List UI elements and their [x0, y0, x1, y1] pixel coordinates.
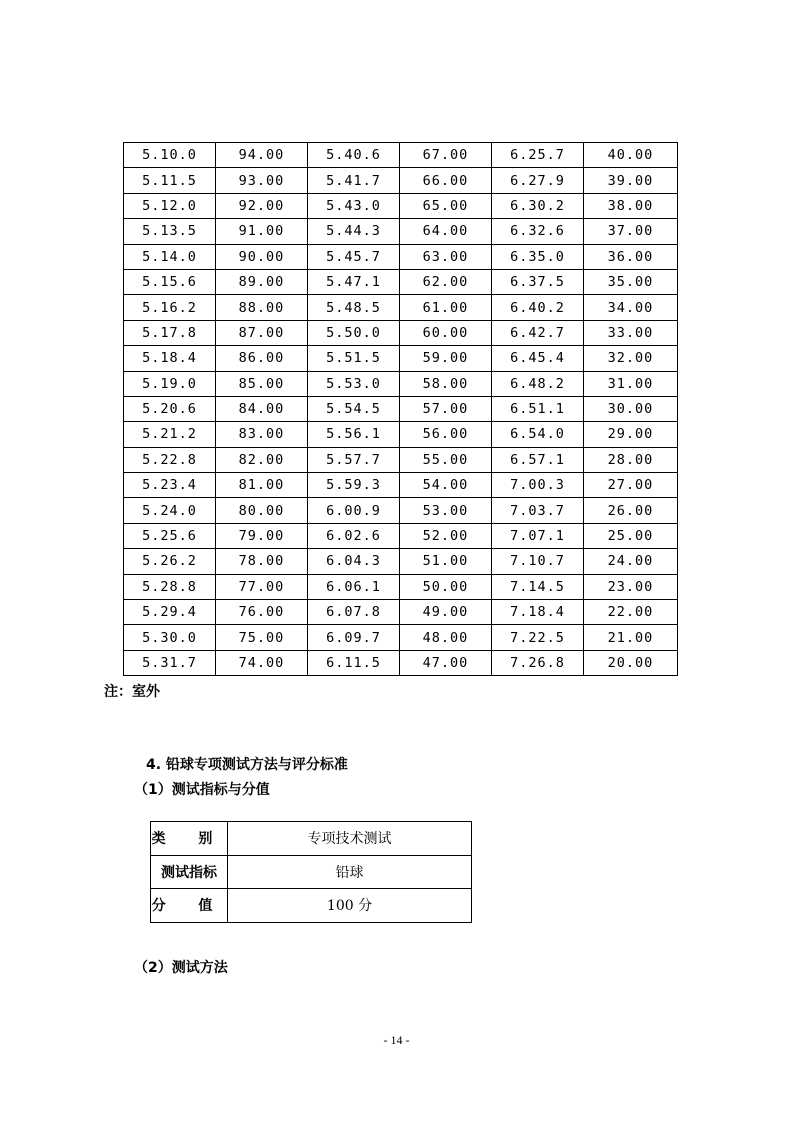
- table-cell: 5.48.5: [308, 295, 400, 320]
- table-cell: 48.00: [400, 625, 492, 650]
- table-cell: 5.45.7: [308, 244, 400, 269]
- table-cell: 5.13.5: [124, 219, 216, 244]
- table-cell: 5.25.6: [124, 523, 216, 548]
- subsection-heading-2: （2）测试方法: [134, 960, 228, 976]
- table-cell: 7.14.5: [492, 574, 584, 599]
- table-cell: 28.00: [584, 447, 678, 472]
- table-cell: 7.10.7: [492, 549, 584, 574]
- table-cell: 31.00: [584, 371, 678, 396]
- table-cell: 6.54.0: [492, 422, 584, 447]
- table-cell: 79.00: [216, 523, 308, 548]
- table-cell: 5.15.6: [124, 269, 216, 294]
- table-cell: 5.14.0: [124, 244, 216, 269]
- table-cell: 6.09.7: [308, 625, 400, 650]
- table-cell: 51.00: [400, 549, 492, 574]
- table-cell: 5.11.5: [124, 168, 216, 193]
- table-cell: 5.57.7: [308, 447, 400, 472]
- table-cell: 32.00: [584, 346, 678, 371]
- table-cell: 80.00: [216, 498, 308, 523]
- table-cell: 74.00: [216, 650, 308, 675]
- table-cell: 6.48.2: [492, 371, 584, 396]
- table-cell: 64.00: [400, 219, 492, 244]
- table-cell: 6.32.6: [492, 219, 584, 244]
- table-cell: 33.00: [584, 320, 678, 345]
- table-note: 注：室外: [104, 684, 160, 700]
- table-cell: 6.57.1: [492, 447, 584, 472]
- table-cell: 5.53.0: [308, 371, 400, 396]
- table-cell: 58.00: [400, 371, 492, 396]
- table-cell: 5.40.6: [308, 143, 400, 168]
- table-cell: 78.00: [216, 549, 308, 574]
- table-cell: 91.00: [216, 219, 308, 244]
- table-cell: 5.47.1: [308, 269, 400, 294]
- table-cell: 93.00: [216, 168, 308, 193]
- table-cell: 36.00: [584, 244, 678, 269]
- table-cell: 6.37.5: [492, 269, 584, 294]
- table-cell: 82.00: [216, 447, 308, 472]
- table-cell: 39.00: [584, 168, 678, 193]
- table-cell: 22.00: [584, 600, 678, 625]
- table-cell: 5.31.7: [124, 650, 216, 675]
- table-cell: 5.50.0: [308, 320, 400, 345]
- table-cell: 6.30.2: [492, 193, 584, 218]
- score-table: [123, 142, 678, 676]
- table-cell: 6.04.3: [308, 549, 400, 574]
- table-cell: 5.12.0: [124, 193, 216, 218]
- table-cell: 21.00: [584, 625, 678, 650]
- table-cell: 26.00: [584, 498, 678, 523]
- table-row: [124, 193, 678, 218]
- info-label-category: 类 别: [151, 822, 228, 856]
- table-cell: 6.00.9: [308, 498, 400, 523]
- table-row: [124, 269, 678, 294]
- table-row: [124, 244, 678, 269]
- table-cell: 56.00: [400, 422, 492, 447]
- table-cell: 23.00: [584, 574, 678, 599]
- table-row: [124, 600, 678, 625]
- table-row: [124, 422, 678, 447]
- info-label-indicator: 测试指标: [151, 855, 228, 889]
- table-cell: 7.07.1: [492, 523, 584, 548]
- table-cell: 67.00: [400, 143, 492, 168]
- table-cell: 66.00: [400, 168, 492, 193]
- table-row: [124, 549, 678, 574]
- page-number: - 14 -: [383, 1033, 410, 1047]
- table-row: [124, 625, 678, 650]
- table-cell: 5.41.7: [308, 168, 400, 193]
- info-label-score: 分 值: [151, 889, 228, 923]
- table-row: [124, 574, 678, 599]
- table-cell: 87.00: [216, 320, 308, 345]
- table-cell: 86.00: [216, 346, 308, 371]
- table-row: [124, 168, 678, 193]
- table-cell: 6.06.1: [308, 574, 400, 599]
- table-cell: 24.00: [584, 549, 678, 574]
- table-cell: 5.19.0: [124, 371, 216, 396]
- table-cell: 59.00: [400, 346, 492, 371]
- table-cell: 57.00: [400, 396, 492, 421]
- table-cell: 61.00: [400, 295, 492, 320]
- table-cell: 53.00: [400, 498, 492, 523]
- table-cell: 5.29.4: [124, 600, 216, 625]
- table-cell: 6.11.5: [308, 650, 400, 675]
- table-cell: 5.18.4: [124, 346, 216, 371]
- table-cell: 62.00: [400, 269, 492, 294]
- table-cell: 20.00: [584, 650, 678, 675]
- table-cell: 5.23.4: [124, 473, 216, 498]
- table-cell: 6.35.0: [492, 244, 584, 269]
- table-cell: 5.51.5: [308, 346, 400, 371]
- info-row-score: [151, 889, 472, 923]
- info-value-indicator: 铅球: [228, 855, 472, 889]
- table-cell: 49.00: [400, 600, 492, 625]
- section-heading: 4. 铅球专项测试方法与评分标准: [146, 757, 348, 773]
- table-cell: 37.00: [584, 219, 678, 244]
- table-cell: 5.10.0: [124, 143, 216, 168]
- table-cell: 6.25.7: [492, 143, 584, 168]
- table-cell: 5.21.2: [124, 422, 216, 447]
- table-cell: 63.00: [400, 244, 492, 269]
- info-table: [150, 821, 472, 923]
- table-cell: 38.00: [584, 193, 678, 218]
- table-cell: 5.20.6: [124, 396, 216, 421]
- table-cell: 6.45.4: [492, 346, 584, 371]
- table-row: [124, 473, 678, 498]
- table-cell: 84.00: [216, 396, 308, 421]
- table-cell: 47.00: [400, 650, 492, 675]
- table-cell: 52.00: [400, 523, 492, 548]
- table-cell: 34.00: [584, 295, 678, 320]
- table-cell: 89.00: [216, 269, 308, 294]
- table-row: [124, 371, 678, 396]
- table-cell: 94.00: [216, 143, 308, 168]
- table-row: [124, 498, 678, 523]
- table-cell: 5.26.2: [124, 549, 216, 574]
- table-row: [124, 447, 678, 472]
- table-cell: 5.17.8: [124, 320, 216, 345]
- table-cell: 7.03.7: [492, 498, 584, 523]
- table-cell: 40.00: [584, 143, 678, 168]
- info-value-category: 专项技术测试: [228, 822, 472, 856]
- table-cell: 88.00: [216, 295, 308, 320]
- table-cell: 92.00: [216, 193, 308, 218]
- table-cell: 77.00: [216, 574, 308, 599]
- table-cell: 6.51.1: [492, 396, 584, 421]
- table-row: [124, 219, 678, 244]
- info-row-category: [151, 822, 472, 856]
- subsection-heading-1: （1）测试指标与分值: [134, 782, 270, 798]
- table-cell: 29.00: [584, 422, 678, 447]
- table-cell: 30.00: [584, 396, 678, 421]
- table-row: [124, 143, 678, 168]
- table-row: [124, 523, 678, 548]
- table-cell: 76.00: [216, 600, 308, 625]
- info-row-indicator: [151, 855, 472, 889]
- table-row: [124, 295, 678, 320]
- table-cell: 27.00: [584, 473, 678, 498]
- table-cell: 85.00: [216, 371, 308, 396]
- table-cell: 6.40.2: [492, 295, 584, 320]
- table-cell: 7.00.3: [492, 473, 584, 498]
- table-cell: 83.00: [216, 422, 308, 447]
- table-row: [124, 650, 678, 675]
- table-cell: 75.00: [216, 625, 308, 650]
- table-cell: 5.43.0: [308, 193, 400, 218]
- table-cell: 6.02.6: [308, 523, 400, 548]
- score-table-body: [124, 143, 678, 676]
- table-cell: 35.00: [584, 269, 678, 294]
- info-value-score: 100 分: [228, 889, 472, 923]
- table-cell: 25.00: [584, 523, 678, 548]
- table-cell: 5.30.0: [124, 625, 216, 650]
- table-cell: 5.22.8: [124, 447, 216, 472]
- table-cell: 5.59.3: [308, 473, 400, 498]
- table-cell: 60.00: [400, 320, 492, 345]
- table-cell: 5.44.3: [308, 219, 400, 244]
- table-cell: 7.26.8: [492, 650, 584, 675]
- table-cell: 81.00: [216, 473, 308, 498]
- table-cell: 90.00: [216, 244, 308, 269]
- table-cell: 7.22.5: [492, 625, 584, 650]
- table-cell: 54.00: [400, 473, 492, 498]
- table-cell: 5.56.1: [308, 422, 400, 447]
- table-row: [124, 396, 678, 421]
- table-cell: 6.42.7: [492, 320, 584, 345]
- table-cell: 7.18.4: [492, 600, 584, 625]
- table-cell: 5.54.5: [308, 396, 400, 421]
- table-cell: 50.00: [400, 574, 492, 599]
- table-row: [124, 346, 678, 371]
- table-cell: 5.24.0: [124, 498, 216, 523]
- table-row: [124, 320, 678, 345]
- table-cell: 6.27.9: [492, 168, 584, 193]
- table-cell: 65.00: [400, 193, 492, 218]
- table-cell: 6.07.8: [308, 600, 400, 625]
- table-cell: 5.28.8: [124, 574, 216, 599]
- table-cell: 55.00: [400, 447, 492, 472]
- table-cell: 5.16.2: [124, 295, 216, 320]
